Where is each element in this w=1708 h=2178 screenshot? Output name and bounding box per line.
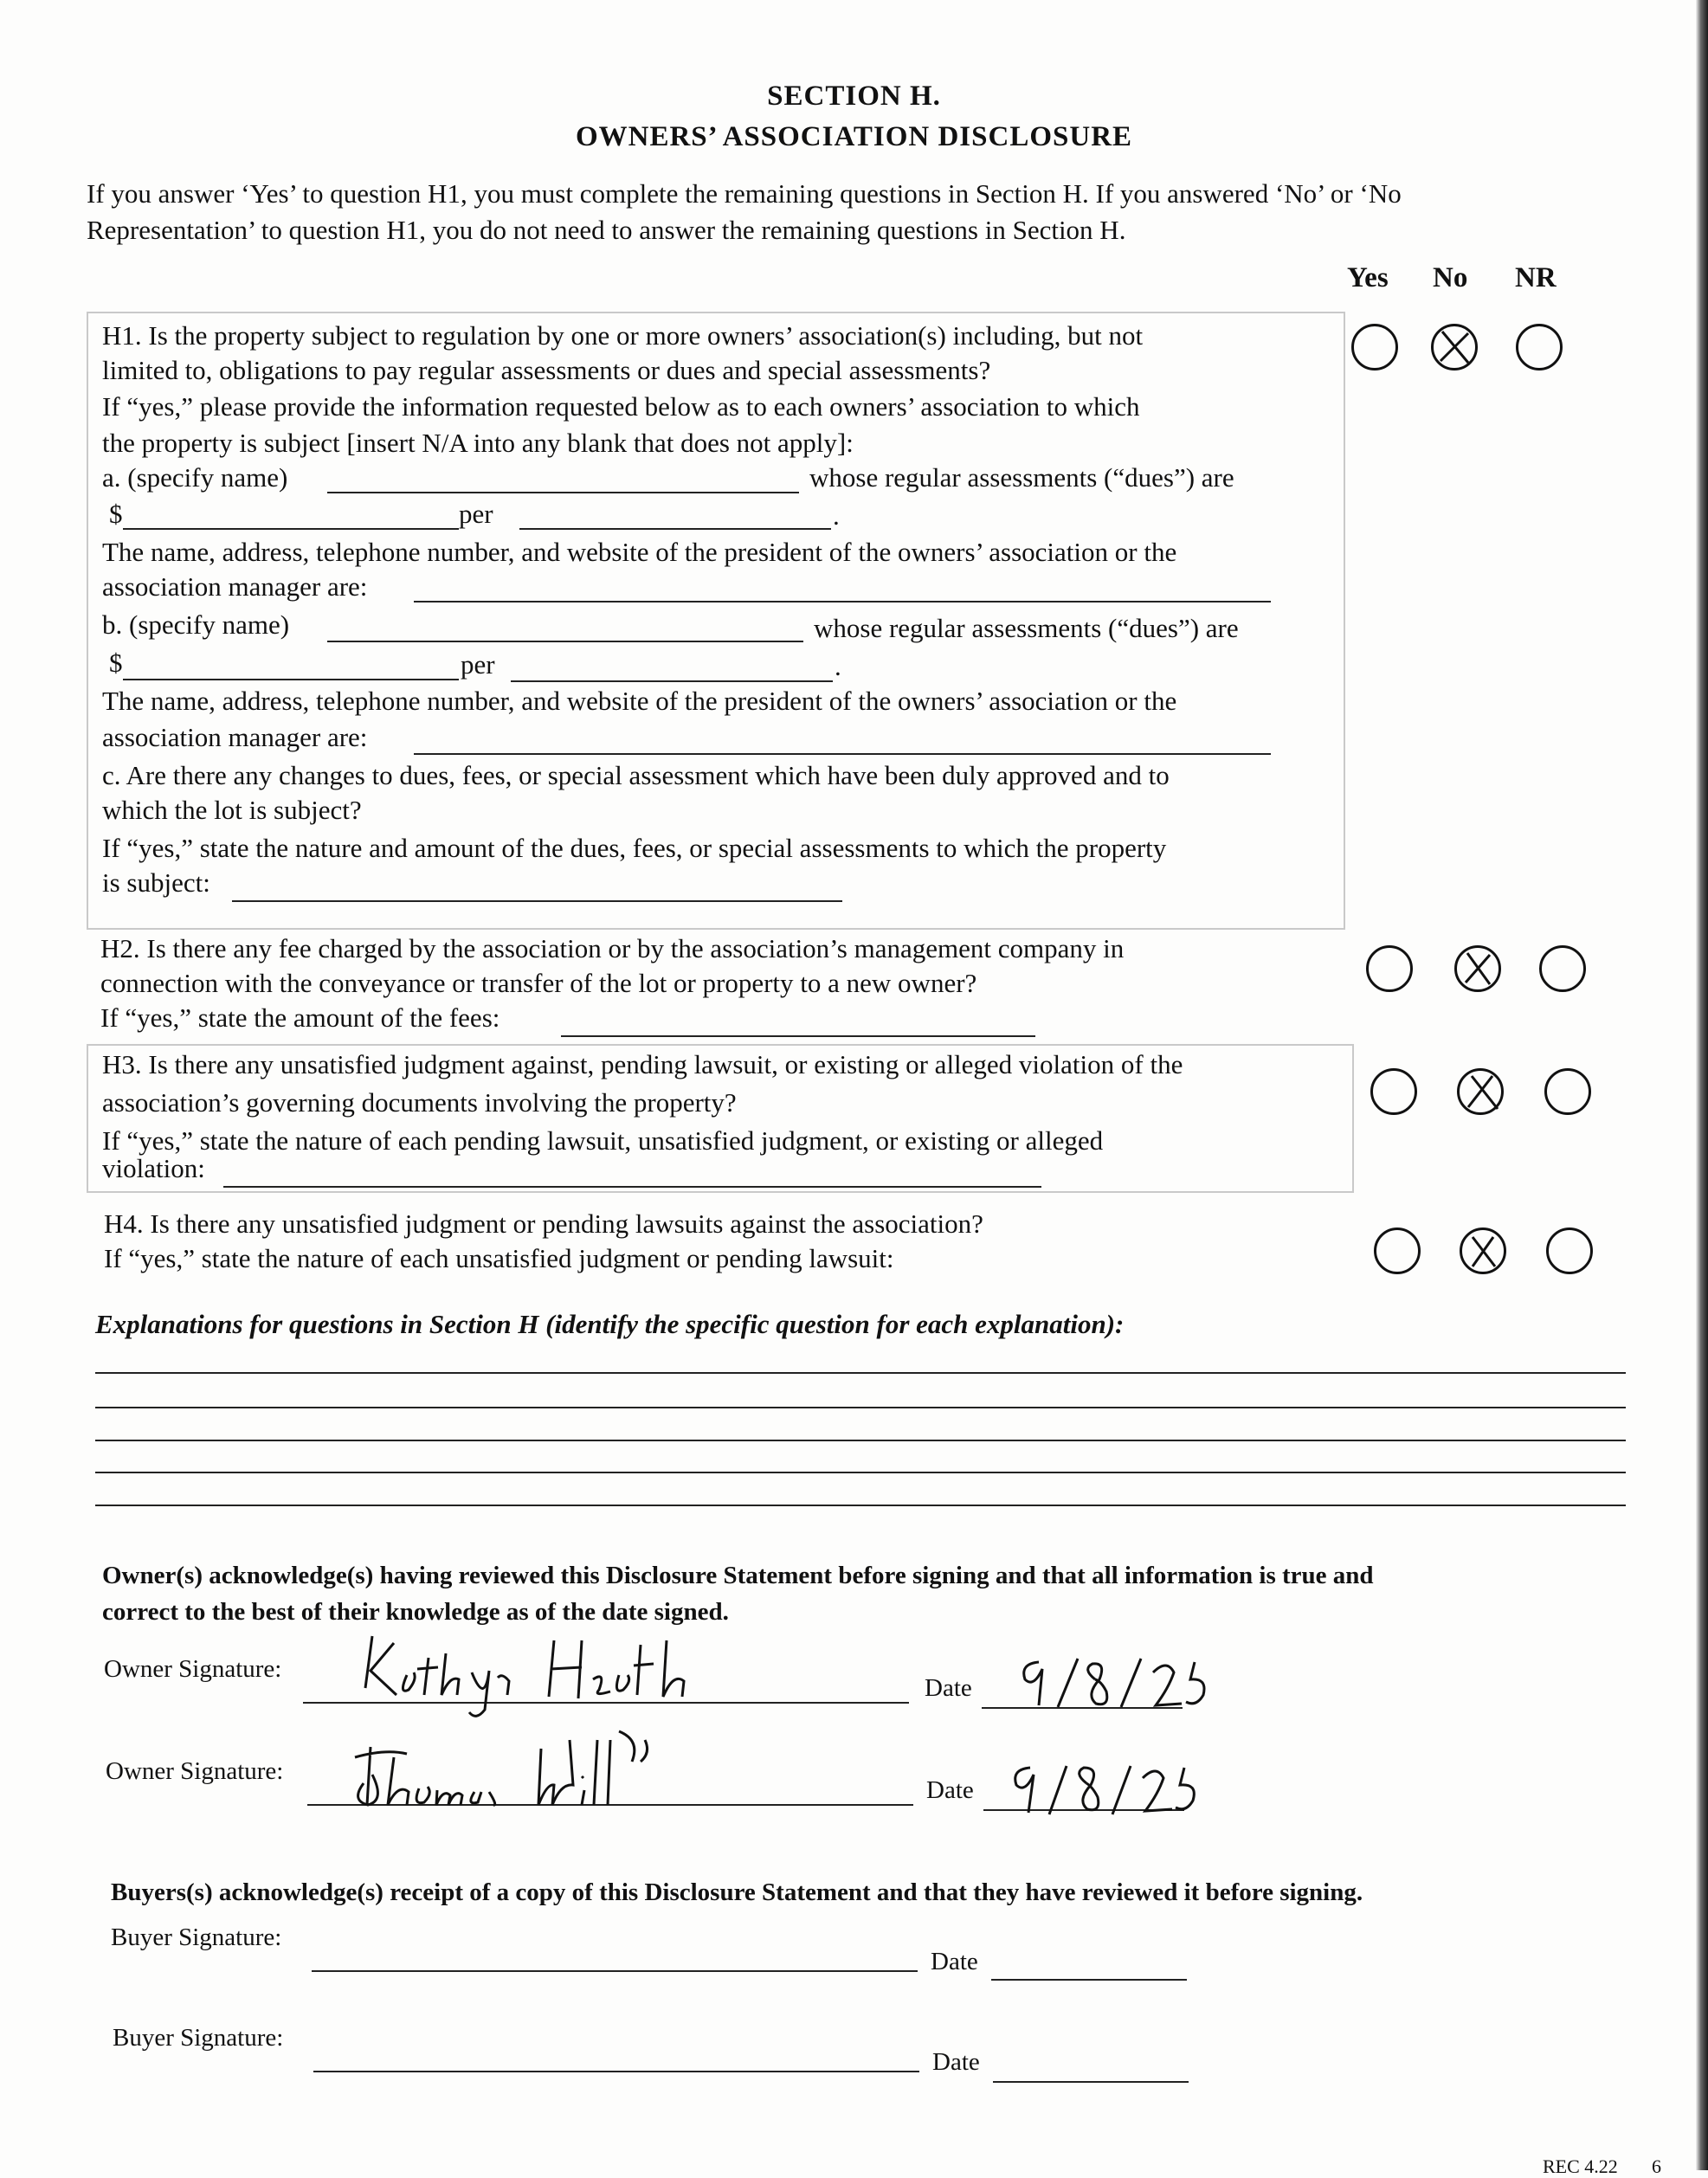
h1-yes-radio[interactable]: [1351, 324, 1398, 371]
explanation-line-4[interactable]: [95, 1472, 1626, 1473]
h4-no-x-mark-icon: [1462, 1230, 1504, 1272]
owner-signature-1-label: Owner Signature:: [104, 1655, 282, 1683]
h3-instructions-line-2: violation:: [102, 1153, 205, 1183]
h1-instructions-line-2: the property is subject [insert N/A into any blank that does not apply]:: [102, 428, 854, 458]
h1b-name-field[interactable]: [327, 641, 803, 642]
buyer-date-2-field[interactable]: [993, 2081, 1189, 2083]
h1b-whose-label: whose regular assessments (“dues”) are: [814, 613, 1239, 643]
h4-question-line-1: H4. Is there any unsatisfied judgment or pending lawsuits against the association?: [104, 1208, 983, 1239]
h4-yes-radio[interactable]: [1374, 1228, 1421, 1274]
h1a-whose-label: whose regular assessments (“dues”) are: [809, 462, 1234, 493]
h1b-per-label: per: [461, 649, 495, 680]
intro-line-2: Representation’ to question H1, you do not need to answer the remaining questions in Section H.: [87, 215, 1126, 245]
buyer-date-1-field[interactable]: [991, 1979, 1187, 1981]
owner-signature-2-handwriting: [346, 1723, 744, 1818]
explanation-line-3[interactable]: [95, 1440, 1626, 1441]
buyer-signature-2-field[interactable]: [313, 2071, 919, 2072]
h1b-president-line-1: The name, address, telephone number, and website of the president of the owners’ association or the: [102, 686, 1177, 716]
h2-yes-radio[interactable]: [1366, 945, 1413, 992]
h1b-president-line-2: association manager are:: [102, 722, 368, 752]
h1-nr-radio[interactable]: [1516, 324, 1563, 371]
owner-date-2-label: Date: [926, 1776, 974, 1804]
h1a-period-field[interactable]: [519, 528, 831, 530]
h1a-president-line-1: The name, address, telephone number, and website of the president of the owners’ association or the: [102, 537, 1177, 567]
owner-ack-line-2: correct to the best of their knowledge as of the date signed.: [102, 1598, 729, 1626]
h1a-period-mark: .: [833, 500, 840, 531]
buyer-signature-2-label: Buyer Signature:: [113, 2024, 284, 2052]
h2-no-x-mark-icon: [1457, 948, 1499, 989]
h1b-label: b. (specify name): [102, 609, 290, 640]
h3-yes-radio[interactable]: [1370, 1068, 1417, 1115]
buyer-ack-line: Buyers(s) acknowledge(s) receipt of a copy of this Disclosure Statement and that they have reviewed it before signing.: [111, 1878, 1363, 1906]
h1b-period-mark: .: [835, 651, 841, 681]
h4-no-radio[interactable]: [1460, 1228, 1506, 1274]
h1c-question-line-2: which the lot is subject?: [102, 795, 362, 825]
h1a-name-field[interactable]: [327, 492, 799, 493]
owner-ack-line-1: Owner(s) acknowledge(s) having reviewed this Disclosure Statement before signing and that all information is true and: [102, 1562, 1374, 1589]
h3-instructions-line-1: If “yes,” state the nature of each pending lawsuit, unsatisfied judgment, or existing or alleged: [102, 1125, 1104, 1156]
h1a-president-field[interactable]: [414, 601, 1271, 602]
h1b-period-field[interactable]: [511, 680, 833, 682]
h1a-amount-field[interactable]: [123, 528, 459, 530]
h2-nr-radio[interactable]: [1539, 945, 1586, 992]
page-edge-shadow: [1696, 0, 1708, 2170]
footer-page-number: 6: [1652, 2155, 1661, 2177]
buyer-signature-1-label: Buyer Signature:: [111, 1923, 282, 1951]
h1-instructions-line-1: If “yes,” please provide the information requested below as to each owners’ association to which: [102, 391, 1140, 422]
h1a-president-line-2: association manager are:: [102, 571, 368, 602]
section-title: OWNERS’ ASSOCIATION DISCLOSURE: [575, 121, 1133, 152]
h1a-per-label: per: [459, 499, 493, 529]
h1a-dollar-label: $: [109, 499, 123, 529]
owner-signature-1-handwriting: [355, 1627, 736, 1723]
buyer-date-1-label: Date: [931, 1948, 978, 1975]
h2-instructions: If “yes,” state the amount of the fees:: [100, 1002, 500, 1033]
owner-date-1-label: Date: [925, 1674, 972, 1702]
explanation-line-1[interactable]: [95, 1372, 1626, 1374]
explanation-line-2[interactable]: [95, 1407, 1626, 1408]
h4-instructions: If “yes,” state the nature of each unsatisfied judgment or pending lawsuit:: [104, 1243, 894, 1273]
col-yes-heading: Yes: [1347, 262, 1389, 293]
h3-no-radio[interactable]: [1457, 1068, 1504, 1115]
h1-no-radio[interactable]: [1431, 324, 1478, 371]
h1c-question-line-1: c. Are there any changes to dues, fees, or special assessment which have been duly approved and to: [102, 760, 1170, 790]
h1c-subject-field[interactable]: [232, 900, 842, 902]
h1b-amount-field[interactable]: [123, 679, 459, 680]
h3-no-x-mark-icon: [1460, 1071, 1501, 1112]
h3-question-line-1: H3. Is there any unsatisfied judgment against, pending lawsuit, or existing or alleged violation of the: [102, 1049, 1183, 1079]
intro-line-1: If you answer ‘Yes’ to question H1, you must complete the remaining questions in Section H. If you answered ‘No’ or ‘No: [87, 178, 1402, 209]
h1c-instructions-line-1: If “yes,” state the nature and amount of the dues, fees, or special assessments to which the property: [102, 833, 1167, 863]
h1b-dollar-label: $: [109, 648, 123, 678]
h1-question-line-1: H1. Is the property subject to regulation by one or more owners’ association(s) including, but not: [102, 320, 1144, 351]
explanation-line-5[interactable]: [95, 1505, 1626, 1506]
h3-nr-radio[interactable]: [1544, 1068, 1591, 1115]
buyer-signature-1-field[interactable]: [312, 1970, 918, 1972]
buyer-date-2-label: Date: [932, 2048, 980, 2076]
h2-question-line-2: connection with the conveyance or transfer of the lot or property to a new owner?: [100, 968, 977, 998]
h1-question-line-2: limited to, obligations to pay regular assessments or dues and special assessments?: [102, 355, 991, 385]
h3-violation-field[interactable]: [223, 1186, 1041, 1188]
h2-fees-field[interactable]: [561, 1035, 1035, 1037]
h2-no-radio[interactable]: [1454, 945, 1501, 992]
owner-date-2-handwriting: [1004, 1759, 1203, 1820]
explanations-heading: Explanations for questions in Section H (identify the specific question for each explanation):: [95, 1309, 1125, 1339]
col-no-heading: No: [1433, 262, 1468, 293]
section-label: SECTION H.: [767, 81, 941, 112]
owner-date-1-handwriting: [1013, 1653, 1212, 1714]
h1b-president-field[interactable]: [414, 753, 1271, 755]
h1a-label: a. (specify name): [102, 462, 288, 493]
h3-question-line-2: association’s governing documents involving the property?: [102, 1087, 737, 1118]
h1-no-x-mark-icon: [1434, 326, 1475, 368]
h1c-instructions-line-2: is subject:: [102, 867, 210, 898]
col-nr-heading: NR: [1515, 262, 1557, 293]
owner-signature-2-label: Owner Signature:: [106, 1757, 284, 1785]
h4-nr-radio[interactable]: [1546, 1228, 1593, 1274]
footer-form-code: REC 4.22: [1543, 2155, 1618, 2177]
h2-question-line-1: H2. Is there any fee charged by the association or by the association’s management company in: [100, 933, 1125, 963]
